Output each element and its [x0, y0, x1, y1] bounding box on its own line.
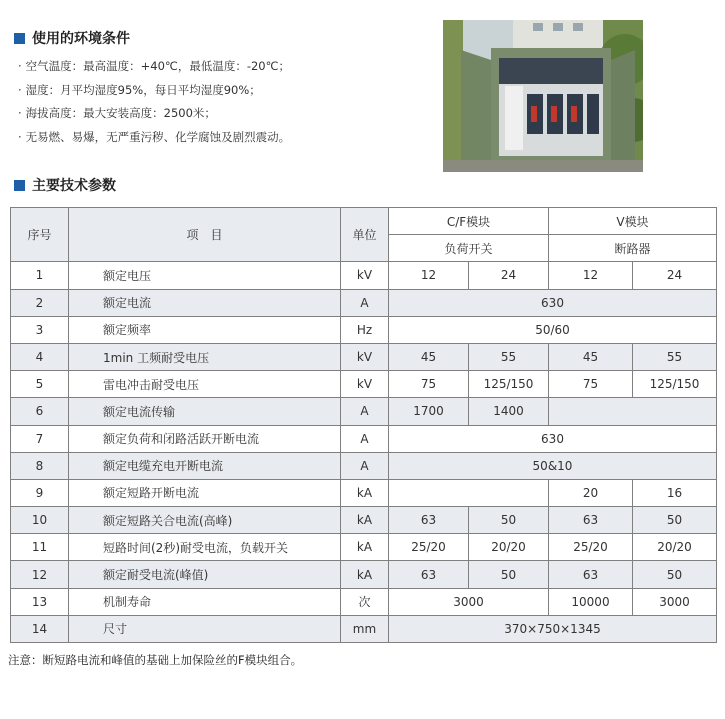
cell-item: 额定短路开断电流 — [69, 479, 341, 506]
cell-item: 额定电缆充电开断电流 — [69, 452, 341, 479]
table-row — [11, 262, 717, 289]
cell-item: 额定电压 — [69, 262, 341, 289]
cell-unit: kA — [341, 561, 389, 588]
cell-value: 20/20 — [633, 534, 717, 561]
spec-section-title — [14, 175, 116, 195]
cell-item: 额定耐受电流(峰值) — [69, 561, 341, 588]
header-seq: 序号 — [11, 208, 69, 262]
cell-item: 尺寸 — [69, 615, 341, 642]
cell-item: 额定频率 — [69, 316, 341, 343]
list-item: · 无易燃、易爆，无严重污秽、化学腐蚀及剧烈震动。 — [18, 126, 290, 150]
cell-value: 10000 — [549, 588, 633, 615]
list-item: · 空气温度：最高温度：+40℃，最低温度：-20℃； — [18, 55, 290, 79]
section-bullet-icon — [14, 180, 25, 191]
cell-value: 63 — [389, 561, 469, 588]
cell-value: 63 — [549, 507, 633, 534]
cell-item: 1min 工频耐受电压 — [69, 343, 341, 370]
cell-value: 20/20 — [469, 534, 549, 561]
header-v-sub: 断路器 — [549, 235, 717, 262]
cell-item: 额定电流 — [69, 289, 341, 316]
switchgear-photo — [443, 20, 643, 172]
table-row — [11, 398, 717, 425]
header-item: 项 目 — [69, 208, 341, 262]
table-row — [11, 588, 717, 615]
footnote: 注意：断短路电流和峰值的基础上加保险丝的F模块组合。 — [8, 653, 303, 667]
spec-title-text: 主要技术参数 — [32, 178, 116, 194]
cell-value: 55 — [469, 343, 549, 370]
cell-seq: 2 — [11, 289, 69, 316]
cell-value: 3000 — [389, 588, 549, 615]
spec-table-body — [11, 262, 717, 643]
table-row — [11, 371, 717, 398]
cell-value: 50 — [469, 561, 549, 588]
cell-unit: kV — [341, 343, 389, 370]
table-row — [11, 615, 717, 642]
spec-table — [10, 207, 717, 643]
cell-unit: A — [341, 452, 389, 479]
cell-item: 雷电冲击耐受电压 — [69, 371, 341, 398]
cell-value: 25/20 — [549, 534, 633, 561]
env-section-title — [14, 28, 130, 48]
cell-unit: Hz — [341, 316, 389, 343]
header-cf-module: C/F模块 — [389, 208, 549, 235]
table-row — [11, 479, 717, 506]
cell-item: 机制寿命 — [69, 588, 341, 615]
section-bullet-icon — [14, 33, 25, 44]
cell-value: 24 — [633, 262, 717, 289]
cell-value: 630 — [389, 289, 717, 316]
cell-value: 125/150 — [633, 371, 717, 398]
cell-unit: 次 — [341, 588, 389, 615]
cell-value: 75 — [389, 371, 469, 398]
cell-value: 630 — [389, 425, 717, 452]
cell-unit: kV — [341, 371, 389, 398]
cell-value: 12 — [549, 262, 633, 289]
table-row — [11, 425, 717, 452]
cell-value: 25/20 — [389, 534, 469, 561]
cell-value: 3000 — [633, 588, 717, 615]
cell-seq: 6 — [11, 398, 69, 425]
cell-value — [389, 479, 549, 506]
cell-seq: 3 — [11, 316, 69, 343]
table-row — [11, 289, 717, 316]
table-row — [11, 316, 717, 343]
cell-seq: 1 — [11, 262, 69, 289]
cell-value: 1400 — [469, 398, 549, 425]
cell-value: 12 — [389, 262, 469, 289]
cell-seq: 4 — [11, 343, 69, 370]
header-cf-sub: 负荷开关 — [389, 235, 549, 262]
table-row — [11, 343, 717, 370]
cell-item: 额定负荷和闭路活跃开断电流 — [69, 425, 341, 452]
cell-value: 45 — [549, 343, 633, 370]
cell-value: 50 — [469, 507, 549, 534]
cell-value: 55 — [633, 343, 717, 370]
cell-value: 1700 — [389, 398, 469, 425]
cell-value: 50 — [633, 561, 717, 588]
cell-seq: 14 — [11, 615, 69, 642]
cell-seq: 10 — [11, 507, 69, 534]
cell-value: 63 — [389, 507, 469, 534]
cell-seq: 9 — [11, 479, 69, 506]
env-title-text: 使用的环境条件 — [32, 31, 130, 47]
cell-unit: mm — [341, 615, 389, 642]
cell-value: 63 — [549, 561, 633, 588]
cell-seq: 13 — [11, 588, 69, 615]
table-row — [11, 534, 717, 561]
cell-unit: A — [341, 425, 389, 452]
cell-value: 50/60 — [389, 316, 717, 343]
table-row — [11, 561, 717, 588]
cell-value: 24 — [469, 262, 549, 289]
cell-value: 50 — [633, 507, 717, 534]
cell-item: 额定电流传输 — [69, 398, 341, 425]
cell-unit: kV — [341, 262, 389, 289]
cell-value: 370×750×1345 — [389, 615, 717, 642]
cell-seq: 12 — [11, 561, 69, 588]
cell-unit: A — [341, 289, 389, 316]
header-v-module: V模块 — [549, 208, 717, 235]
list-item: · 湿度：月平均湿度95%，每日平均湿度90%； — [18, 79, 290, 103]
cell-value: 50&10 — [389, 452, 717, 479]
cell-value: 16 — [633, 479, 717, 506]
header-unit: 单位 — [341, 208, 389, 262]
table-row — [11, 507, 717, 534]
cell-value: 75 — [549, 371, 633, 398]
cell-unit: kA — [341, 507, 389, 534]
cell-seq: 7 — [11, 425, 69, 452]
cell-value: 125/150 — [469, 371, 549, 398]
cell-value: 45 — [389, 343, 469, 370]
table-row — [11, 452, 717, 479]
cell-seq: 11 — [11, 534, 69, 561]
cell-value: 20 — [549, 479, 633, 506]
cell-item: 额定短路关合电流(高峰) — [69, 507, 341, 534]
cell-seq: 5 — [11, 371, 69, 398]
cell-unit: A — [341, 398, 389, 425]
cell-unit: kA — [341, 534, 389, 561]
list-item: · 海拔高度：最大安装高度：2500米； — [18, 102, 290, 126]
cell-seq: 8 — [11, 452, 69, 479]
cell-unit: kA — [341, 479, 389, 506]
env-conditions-list — [18, 55, 290, 149]
cell-value — [549, 398, 717, 425]
cell-item: 短路时间(2秒)耐受电流，负载开关 — [69, 534, 341, 561]
